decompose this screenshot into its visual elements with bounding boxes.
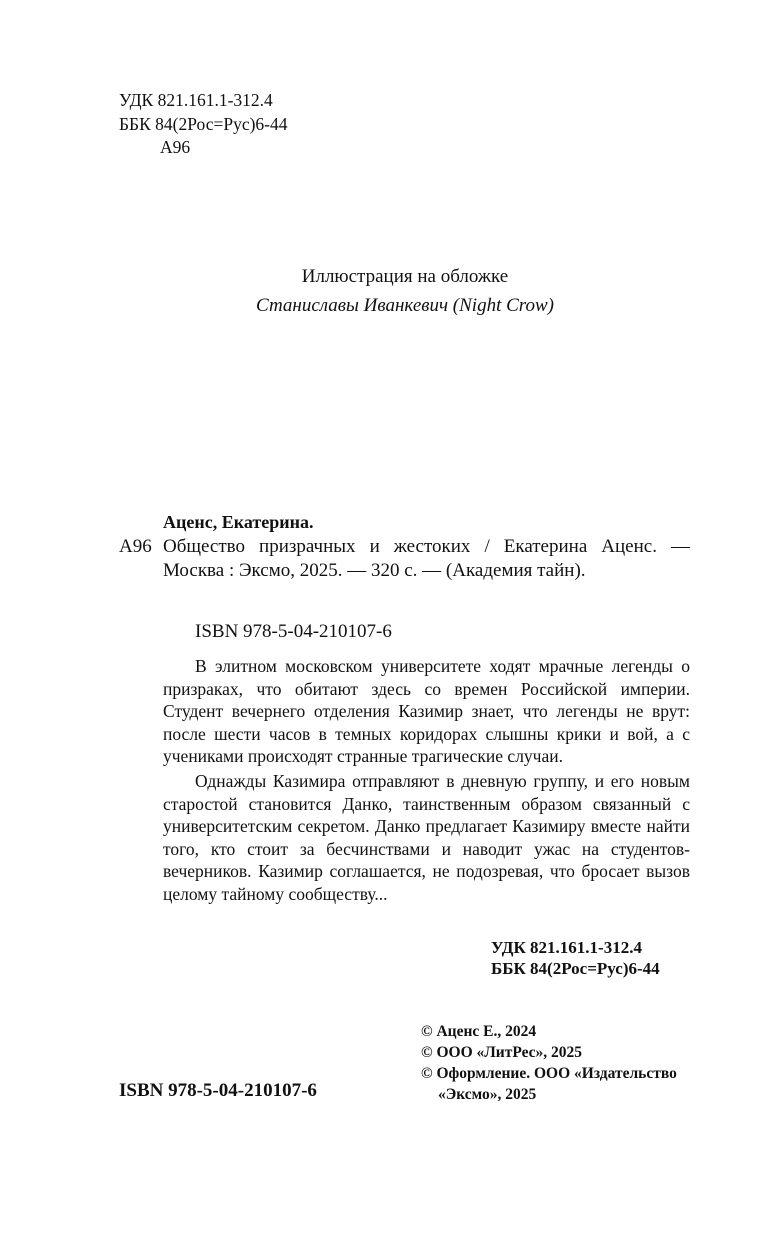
footer-isbn: ISBN 978-5-04-210107-6 [119, 1080, 317, 1101]
copyright-design-cont: «Эксмо», 2025 [438, 1086, 537, 1103]
copyright-design: © Оформление. ООО «Издательство [421, 1065, 677, 1082]
top-udk: УДК 821.161.1-312.4 [119, 90, 273, 110]
copyright-author: © Аценс Е., 2024 [421, 1023, 537, 1040]
bibliography-entry: Общество призрачных и жестоких / Екатерина Аценс. — Москва : Эксмо, 2025. — 320 с. — (Академия тайн). [163, 536, 690, 581]
bottom-bbk: ББК 84(2Рос=Рус)6-44 [491, 959, 660, 978]
bottom-udk: УДК 821.161.1-312.4 [491, 938, 642, 957]
bibliography-author: Аценс, Екатерина. [163, 512, 314, 532]
copyright-litres: © ООО «ЛитРес», 2025 [421, 1044, 583, 1061]
annotation-paragraph-1: В элитном московском университете ходят мрачные легенды о призраках, что обитают здесь со времен Российской империи. Студент вечернего отделения Казимир знает, что легенды не врут: после шести часов в темных коридорах слышны крики и вой, а с учениками происходят странные трагические случаи. [163, 656, 690, 767]
bibliography-mark: А96 [119, 536, 152, 557]
annotation-paragraph-2: Однажды Казимира отправляют в дневную группу, и его новым старостой становится Данко, таинственным образом связанный с университетским секретом. Данко предлагает Казимиру вместе найти того, кто стоит за бесчинствами и наводит ужас на студентов-вечерников. Казимир соглашается, не подозревая, что бросает вызов целому тайному сообществу... [163, 770, 690, 904]
illustration-credit-artist: Станиславы Иванкевич (Night Crow) [256, 295, 554, 316]
bibliography-isbn: ISBN 978-5-04-210107-6 [195, 621, 392, 642]
top-bbk: ББК 84(2Рос=Рус)6-44 [119, 114, 288, 134]
annotation [163, 655, 690, 906]
illustration-credit-line1: Иллюстрация на обложке [301, 266, 509, 287]
top-author-mark: А96 [160, 137, 191, 157]
